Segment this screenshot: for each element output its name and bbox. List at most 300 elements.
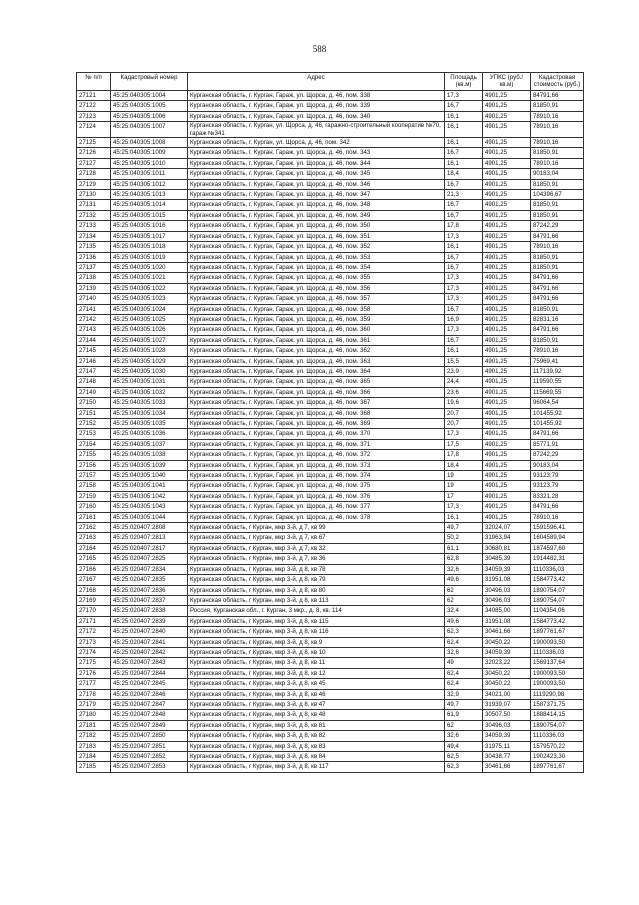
table-row — [77, 554, 584, 564]
cell-cadastral-number: 45:25:020407:2845 — [111, 679, 188, 689]
cell-cadastral-value: 78910,16 — [531, 138, 584, 148]
cell-address: Курганская область, г. Курган, Гараж, ул. Щорса, д. 46, пом. 345 — [188, 169, 445, 179]
cell-cadastral-number: 45:25:020407:2835 — [111, 575, 188, 585]
table-row — [77, 356, 584, 366]
cell-upks: 4901,25 — [483, 179, 531, 189]
cell-cadastral-value: 78910,16 — [531, 158, 584, 168]
cell-cadastral-number: 45:25:040305:1028 — [111, 346, 188, 356]
cell-cadastral-number: 45:25:020407:2817 — [111, 543, 188, 553]
cell-cadastral-number: 45:25:040305:1036 — [111, 429, 188, 439]
cell-upks: 30461,66 — [483, 627, 531, 637]
cell-cadastral-value: 1897761,67 — [531, 627, 584, 637]
cell-cadastral-value: 84791,66 — [531, 325, 584, 335]
cell-cadastral-value: 81850,91 — [531, 148, 584, 158]
cell-num: 27169 — [77, 595, 111, 605]
cell-num: 27134 — [77, 231, 111, 241]
cell-cadastral-value: 117139,92 — [531, 366, 584, 376]
cell-num: 27138 — [77, 273, 111, 283]
cell-cadastral-value: 78910,16 — [531, 346, 584, 356]
cell-address: Курганская область, г. Курган, Гараж, ул. Щорса, д. 46, пом. 376 — [188, 491, 445, 501]
table-row — [77, 221, 584, 231]
cell-cadastral-value: 90183,04 — [531, 169, 584, 179]
cell-upks: 4901,25 — [483, 283, 531, 293]
cell-cadastral-value: 84791,66 — [531, 90, 584, 100]
table-row — [77, 595, 584, 605]
cell-area: 17,3 — [445, 90, 483, 100]
cell-cadastral-number: 45:25:020407:2834 — [111, 564, 188, 574]
cell-num: 27171 — [77, 616, 111, 626]
cell-cadastral-value: 87242,29 — [531, 221, 584, 231]
cell-area: 18,4 — [445, 460, 483, 470]
cell-area: 17,3 — [445, 273, 483, 283]
table-row — [77, 273, 584, 283]
table-row — [77, 200, 584, 210]
table-row — [77, 111, 584, 121]
cell-num: 27130 — [77, 190, 111, 200]
cell-cadastral-number: 45:25:040305:1011 — [111, 169, 188, 179]
cell-area: 19,6 — [445, 398, 483, 408]
cell-num: 27129 — [77, 179, 111, 189]
cell-upks: 31963,94 — [483, 533, 531, 543]
header-upks: УПКС (руб./кв.м) — [483, 73, 531, 91]
cell-upks: 4901,25 — [483, 304, 531, 314]
cell-address: Курганская область, г Курган, мкр 3-й, д 8, кв 79 — [188, 575, 445, 585]
cell-area: 17 — [445, 491, 483, 501]
cell-cadastral-number: 45:25:040305:1007 — [111, 122, 188, 138]
cell-address: Курганская область, г Курган, мкр 3-й, д 8, кв 117 — [188, 762, 445, 772]
cell-cadastral-value: 81850,91 — [531, 252, 584, 262]
cell-upks: 4901,25 — [483, 138, 531, 148]
table-row — [77, 689, 584, 699]
cell-cadastral-number: 45:25:040305:1025 — [111, 314, 188, 324]
table-row — [77, 387, 584, 397]
cell-area: 17,3 — [445, 231, 483, 241]
cell-num: 27123 — [77, 111, 111, 121]
cell-address: Курганская область, г. Курган, Гараж, ул. Щорса, д. 46, пом. 339 — [188, 101, 445, 111]
cell-num: 27182 — [77, 731, 111, 741]
table-row — [77, 575, 584, 585]
cell-area: 62,3 — [445, 627, 483, 637]
cell-cadastral-value: 1110336,03 — [531, 731, 584, 741]
cell-upks: 4901,25 — [483, 491, 531, 501]
cell-cadastral-value: 1900093,50 — [531, 637, 584, 647]
cell-cadastral-value: 1587371,75 — [531, 699, 584, 709]
cell-area: 16,7 — [445, 210, 483, 220]
cell-upks: 4901,25 — [483, 387, 531, 397]
cell-area: 49 — [445, 658, 483, 668]
cell-address: Курганская область, г Курган, мкр 3-й, д 8, кв 78 — [188, 564, 445, 574]
cell-cadastral-number: 45:25:040305:1041 — [111, 481, 188, 491]
cell-num: 27161 — [77, 512, 111, 522]
cell-cadastral-number: 45:25:040305:1010 — [111, 158, 188, 168]
cell-cadastral-number: 45:25:040305:1012 — [111, 179, 188, 189]
cell-address: Курганская область, г Курган, мкр 3-й, д 8, кв 48 — [188, 710, 445, 720]
cell-address: Курганская область, г Курган, мкр 3-й, д 7, кв 99 — [188, 523, 445, 533]
cell-area: 49,7 — [445, 523, 483, 533]
cell-upks: 4901,25 — [483, 408, 531, 418]
cell-num: 27181 — [77, 720, 111, 730]
cell-upks: 4901,25 — [483, 200, 531, 210]
cell-cadastral-value: 84791,66 — [531, 273, 584, 283]
cell-address: Курганская область, г. Курган, Гараж, ул. Щорса, д. 46, пом. 338 — [188, 90, 445, 100]
cell-area: 16,1 — [445, 158, 483, 168]
cell-cadastral-number: 45:25:020407:2813 — [111, 533, 188, 543]
cell-area: 49,7 — [445, 699, 483, 709]
cell-cadastral-value: 82831,16 — [531, 314, 584, 324]
cell-num: 27132 — [77, 210, 111, 220]
cell-upks: 4901,25 — [483, 262, 531, 272]
cell-cadastral-number: 45:25:020407:2837 — [111, 595, 188, 605]
cell-address: Курганская область, г. Курган, Гараж, ул. Щорса, д. 46, пом. 367 — [188, 398, 445, 408]
cell-upks: 32024,07 — [483, 523, 531, 533]
table-row — [77, 491, 584, 501]
cell-upks: 30450,22 — [483, 668, 531, 678]
cell-address: Курганская область, г. Курган, Гараж, ул. Щорса, д. 46, пом. 366 — [188, 387, 445, 397]
cell-cadastral-number: 45:25:040305:1013 — [111, 190, 188, 200]
cell-num: 27137 — [77, 262, 111, 272]
cell-cadastral-number: 45:25:040305:1038 — [111, 450, 188, 460]
cell-area: 61,1 — [445, 543, 483, 553]
table-row — [77, 398, 584, 408]
cell-area: 32,6 — [445, 731, 483, 741]
table-body — [77, 90, 584, 772]
cell-num: 27156 — [77, 460, 111, 470]
cell-num: 27136 — [77, 252, 111, 262]
cell-area: 62,8 — [445, 554, 483, 564]
cell-cadastral-value: 84791,66 — [531, 502, 584, 512]
cell-num: 27158 — [77, 481, 111, 491]
table-row — [77, 741, 584, 751]
cell-cadastral-number: 45:25:040305:1032 — [111, 387, 188, 397]
cell-area: 62 — [445, 595, 483, 605]
cell-area: 16,7 — [445, 262, 483, 272]
cell-address: Курганская область, г Курган, мкр 3-й, д 7, кв 36 — [188, 554, 445, 564]
cell-num: 27121 — [77, 90, 111, 100]
header-num: № п/п — [77, 73, 111, 91]
cell-num: 27124 — [77, 122, 111, 138]
cell-cadastral-value: 81850,91 — [531, 200, 584, 210]
table-row — [77, 148, 584, 158]
cell-cadastral-value: 83321,28 — [531, 491, 584, 501]
table-row — [77, 314, 584, 324]
cell-num: 27157 — [77, 471, 111, 481]
table-row — [77, 122, 584, 138]
header-cadastral-number: Кадастровый номер — [111, 73, 188, 91]
cell-num: 27163 — [77, 533, 111, 543]
cell-area: 17,8 — [445, 221, 483, 231]
table-row — [77, 616, 584, 626]
cell-address: Курганская область, г. Курган, Гараж, ул. Щорса, д. 46, пом. 343 — [188, 148, 445, 158]
cell-cadastral-value: 1110336,03 — [531, 564, 584, 574]
cell-address: Курганская область, г. Курган, Гараж, ул. Щорса, д. 46, пом. 354 — [188, 262, 445, 272]
cell-num: 27155 — [77, 450, 111, 460]
cell-area: 16,7 — [445, 304, 483, 314]
cell-address: Курганская область, г. Курган, Гараж, ул. Щорса, д. 46, пом. 378 — [188, 512, 445, 522]
cell-area: 16,1 — [445, 111, 483, 121]
table-row — [77, 429, 584, 439]
cell-num: 27160 — [77, 502, 111, 512]
table-row — [77, 377, 584, 387]
table-row — [77, 752, 584, 762]
cell-cadastral-value: 81850,91 — [531, 335, 584, 345]
cell-cadastral-value: 1890754,07 — [531, 595, 584, 605]
cell-address: Курганская область, г Курган, мкр 3-й, д 8, кв 80 — [188, 585, 445, 595]
cell-cadastral-number: 45:25:040305:1016 — [111, 221, 188, 231]
cell-cadastral-value: 78910,16 — [531, 111, 584, 121]
cell-upks: 4901,25 — [483, 502, 531, 512]
cell-upks: 30496,03 — [483, 585, 531, 595]
cell-address: Курганская область, г. Курган, Гараж, ул. Щорса, д. 46, пом. 362 — [188, 346, 445, 356]
cell-cadastral-number: 45:25:040305:1026 — [111, 325, 188, 335]
cell-num: 27143 — [77, 325, 111, 335]
table-row — [77, 304, 584, 314]
table-row — [77, 762, 584, 772]
table-row — [77, 731, 584, 741]
cell-upks: 4901,25 — [483, 210, 531, 220]
cell-upks: 4901,25 — [483, 242, 531, 252]
cell-upks: 4901,25 — [483, 294, 531, 304]
cell-upks: 30485,39 — [483, 554, 531, 564]
cell-cadastral-number: 45:25:040305:1040 — [111, 471, 188, 481]
cell-area: 23,6 — [445, 387, 483, 397]
cell-num: 27170 — [77, 606, 111, 616]
cell-area: 17,3 — [445, 502, 483, 512]
cell-num: 27159 — [77, 491, 111, 501]
cell-upks: 31951,08 — [483, 616, 531, 626]
cell-cadastral-value: 81850,91 — [531, 179, 584, 189]
table-row — [77, 169, 584, 179]
cell-area: 16,7 — [445, 179, 483, 189]
cell-num: 27125 — [77, 138, 111, 148]
table-row — [77, 101, 584, 111]
cell-cadastral-value: 1900093,50 — [531, 668, 584, 678]
table-row — [77, 408, 584, 418]
cell-cadastral-value: 93123,79 — [531, 471, 584, 481]
cell-upks: 4901,25 — [483, 481, 531, 491]
cell-num: 27184 — [77, 752, 111, 762]
cell-upks: 4901,25 — [483, 377, 531, 387]
cell-cadastral-number: 45:25:020407:2838 — [111, 606, 188, 616]
table-row — [77, 543, 584, 553]
cell-cadastral-number: 45:25:040305:1020 — [111, 262, 188, 272]
cell-address: Курганская область, г. Курган, Гараж, ул. Щорса, д. 46, пом. 363 — [188, 356, 445, 366]
cell-address: Курганская область, г. Курган, Гараж, ул. Щорса, д. 46, пом. 359 — [188, 314, 445, 324]
cell-upks: 4901,25 — [483, 512, 531, 522]
cell-cadastral-number: 45:25:020407:2847 — [111, 699, 188, 709]
cell-area: 16,7 — [445, 101, 483, 111]
cell-area: 62,4 — [445, 679, 483, 689]
cell-address: Курганская область, г. Курган, Гараж, ул. Щорса, д. 46, пом. 347 — [188, 190, 445, 200]
cell-upks: 4901,25 — [483, 398, 531, 408]
cell-cadastral-number: 45:25:040305:1006 — [111, 111, 188, 121]
cell-cadastral-value: 1900093,50 — [531, 679, 584, 689]
cell-cadastral-number: 45:25:040305:1022 — [111, 283, 188, 293]
cell-num: 27172 — [77, 627, 111, 637]
cell-area: 19 — [445, 471, 483, 481]
cell-address: Курганская область, г. Курган, Гараж, ул. Щорса, д. 46, пом. 370 — [188, 429, 445, 439]
cell-num: 27152 — [77, 419, 111, 429]
cell-upks: 4901,25 — [483, 111, 531, 121]
table-row — [77, 658, 584, 668]
cell-num: 27164 — [77, 543, 111, 553]
cell-num: 27144 — [77, 335, 111, 345]
cell-cadastral-number: 45:25:020407:2842 — [111, 647, 188, 657]
cell-cadastral-number: 45:25:020407:2836 — [111, 585, 188, 595]
cadastral-value-table — [76, 72, 584, 773]
table-row — [77, 242, 584, 252]
cell-cadastral-number: 45:25:040305:1018 — [111, 242, 188, 252]
cell-upks: 30496,03 — [483, 720, 531, 730]
cell-upks: 4901,25 — [483, 169, 531, 179]
cell-num: 27145 — [77, 346, 111, 356]
table-row — [77, 533, 584, 543]
cell-area: 17,8 — [445, 450, 483, 460]
table-row — [77, 471, 584, 481]
cell-address: Курганская область, г Курган, мкр 3-й, д 8, кв 81 — [188, 720, 445, 730]
cell-upks: 30680,81 — [483, 543, 531, 553]
cell-address: Курганская область, г. Курган, ул. Щорса, д. 46, пом. 342 — [188, 138, 445, 148]
cell-num: 27148 — [77, 377, 111, 387]
table-row — [77, 637, 584, 647]
cell-upks: 4901,25 — [483, 471, 531, 481]
cell-address: Курганская область, г. Курган, Гараж, ул. Щорса, д. 46, пом. 368 — [188, 408, 445, 418]
cell-address: Курганская область, г Курган, мкр 3-й, д 7, кв 32 — [188, 543, 445, 553]
cell-area: 19 — [445, 481, 483, 491]
cell-cadastral-value: 90183,04 — [531, 460, 584, 470]
cell-cadastral-number: 45:25:020407:2849 — [111, 720, 188, 730]
cell-cadastral-number: 45:25:040305:1019 — [111, 252, 188, 262]
cell-area: 16,7 — [445, 335, 483, 345]
cell-address: Курганская область, г Курган, мкр 3-й, д 7, кв 67 — [188, 533, 445, 543]
table-row — [77, 179, 584, 189]
table-row — [77, 262, 584, 272]
cell-upks: 4901,25 — [483, 252, 531, 262]
cell-upks: 30438,77 — [483, 752, 531, 762]
cell-cadastral-number: 45:25:020407:2851 — [111, 741, 188, 751]
cell-cadastral-value: 1888414,15 — [531, 710, 584, 720]
cell-cadastral-number: 45:25:020407:2852 — [111, 752, 188, 762]
table-row — [77, 710, 584, 720]
page-number: 588 — [312, 44, 327, 54]
cell-cadastral-number: 45:25:040305:1023 — [111, 294, 188, 304]
cell-num: 27185 — [77, 762, 111, 772]
cell-upks: 4901,25 — [483, 325, 531, 335]
table-row — [77, 668, 584, 678]
cell-cadastral-value: 1890754,07 — [531, 585, 584, 595]
cell-area: 20,7 — [445, 408, 483, 418]
table-row — [77, 439, 584, 449]
cell-num: 27122 — [77, 101, 111, 111]
cell-cadastral-number: 45:25:040305:1034 — [111, 408, 188, 418]
cell-upks: 30450,22 — [483, 679, 531, 689]
cell-cadastral-number: 45:25:020407:2839 — [111, 616, 188, 626]
table-row — [77, 481, 584, 491]
cell-area: 16,9 — [445, 314, 483, 324]
cell-upks: 34059,39 — [483, 564, 531, 574]
cell-area: 18,4 — [445, 169, 483, 179]
cell-cadastral-value: 81850,91 — [531, 101, 584, 111]
cell-cadastral-value: 1579570,22 — [531, 741, 584, 751]
cell-upks: 32023,22 — [483, 658, 531, 668]
cell-cadastral-number: 45:25:040305:1044 — [111, 512, 188, 522]
table-row — [77, 512, 584, 522]
cell-upks: 4901,25 — [483, 221, 531, 231]
cell-cadastral-value: 85771,91 — [531, 439, 584, 449]
table-row — [77, 502, 584, 512]
cell-cadastral-value: 101455,92 — [531, 419, 584, 429]
table-row — [77, 450, 584, 460]
cell-area: 17,5 — [445, 439, 483, 449]
cell-cadastral-value: 101455,92 — [531, 408, 584, 418]
cell-num: 27131 — [77, 200, 111, 210]
cell-area: 16,1 — [445, 346, 483, 356]
cell-cadastral-number: 45:25:040305:1015 — [111, 210, 188, 220]
table-row — [77, 252, 584, 262]
cell-cadastral-value: 84791,66 — [531, 231, 584, 241]
cell-cadastral-number: 45:25:020407:2841 — [111, 637, 188, 647]
cell-area: 62,4 — [445, 637, 483, 647]
cell-address: Курганская область, г. Курган, Гараж, ул. Щорса, д. 46, пом. 373 — [188, 460, 445, 470]
table-row — [77, 231, 584, 241]
cell-area: 50,2 — [445, 533, 483, 543]
cell-address: Курганская область, г Курган, мкр 3-й, д 8, кв 47 — [188, 699, 445, 709]
cell-num: 27153 — [77, 429, 111, 439]
cell-address: Курганская область, г Курган, мкр 3-й, д 8, кв 116 — [188, 627, 445, 637]
cell-upks: 4901,25 — [483, 273, 531, 283]
table-row — [77, 90, 584, 100]
cell-cadastral-value: 84791,66 — [531, 283, 584, 293]
cell-upks: 4901,25 — [483, 158, 531, 168]
table-row — [77, 647, 584, 657]
cell-num: 27151 — [77, 408, 111, 418]
cell-cadastral-number: 45:25:040305:1042 — [111, 491, 188, 501]
cell-area: 49,6 — [445, 575, 483, 585]
cell-upks: 31939,07 — [483, 699, 531, 709]
cell-num: 27128 — [77, 169, 111, 179]
table-row — [77, 585, 584, 595]
header-area: Площадь (кв.м) — [445, 73, 483, 91]
cell-cadastral-number: 45:25:020407:2808 — [111, 523, 188, 533]
cell-cadastral-value: 1591596,41 — [531, 523, 584, 533]
cell-address: Курганская область, г. Курган, Гараж, ул. Щорса, д. 46, пом. 361 — [188, 335, 445, 345]
cell-address: Россия, Курганская обл., г. Курган, 3 мкр., д. 8, кв. 114 — [188, 606, 445, 616]
cell-address: Курганская область, г Курган, мкр 3-й, д 8, кв 45 — [188, 679, 445, 689]
cell-upks: 30507,50 — [483, 710, 531, 720]
cell-area: 32,6 — [445, 647, 483, 657]
cell-address: Курганская область, г. Курган, Гараж, ул. Щорса, д. 46, пом. 344 — [188, 158, 445, 168]
cell-address: Курганская область, г Курган, мкр 3-й, д 8, кв 113 — [188, 595, 445, 605]
cell-address: Курганская область, г. Курган, Гараж, ул. Щорса, д. 46, пом. 377 — [188, 502, 445, 512]
cell-area: 16,1 — [445, 242, 483, 252]
cell-cadastral-value: 78910,16 — [531, 512, 584, 522]
cell-area: 62 — [445, 585, 483, 595]
cell-upks: 4901,25 — [483, 90, 531, 100]
cell-cadastral-number: 45:25:040305:1031 — [111, 377, 188, 387]
cell-upks: 4901,25 — [483, 429, 531, 439]
cell-address: Курганская область, г. Курган, Гараж, ул. Щорса, д. 46, пом. 353 — [188, 252, 445, 262]
cell-cadastral-number: 45:25:020407:2825 — [111, 554, 188, 564]
cell-area: 17,3 — [445, 283, 483, 293]
table-header-row — [77, 73, 584, 91]
table-row — [77, 523, 584, 533]
table-row — [77, 138, 584, 148]
cell-upks: 34059,39 — [483, 731, 531, 741]
cell-cadastral-value: 75969,41 — [531, 356, 584, 366]
cell-num: 27150 — [77, 398, 111, 408]
cell-num: 27133 — [77, 221, 111, 231]
cell-upks: 4901,25 — [483, 122, 531, 138]
cell-address: Курганская область, г. Курган, Гараж, ул. Щорса, д. 46, пом. 355 — [188, 273, 445, 283]
